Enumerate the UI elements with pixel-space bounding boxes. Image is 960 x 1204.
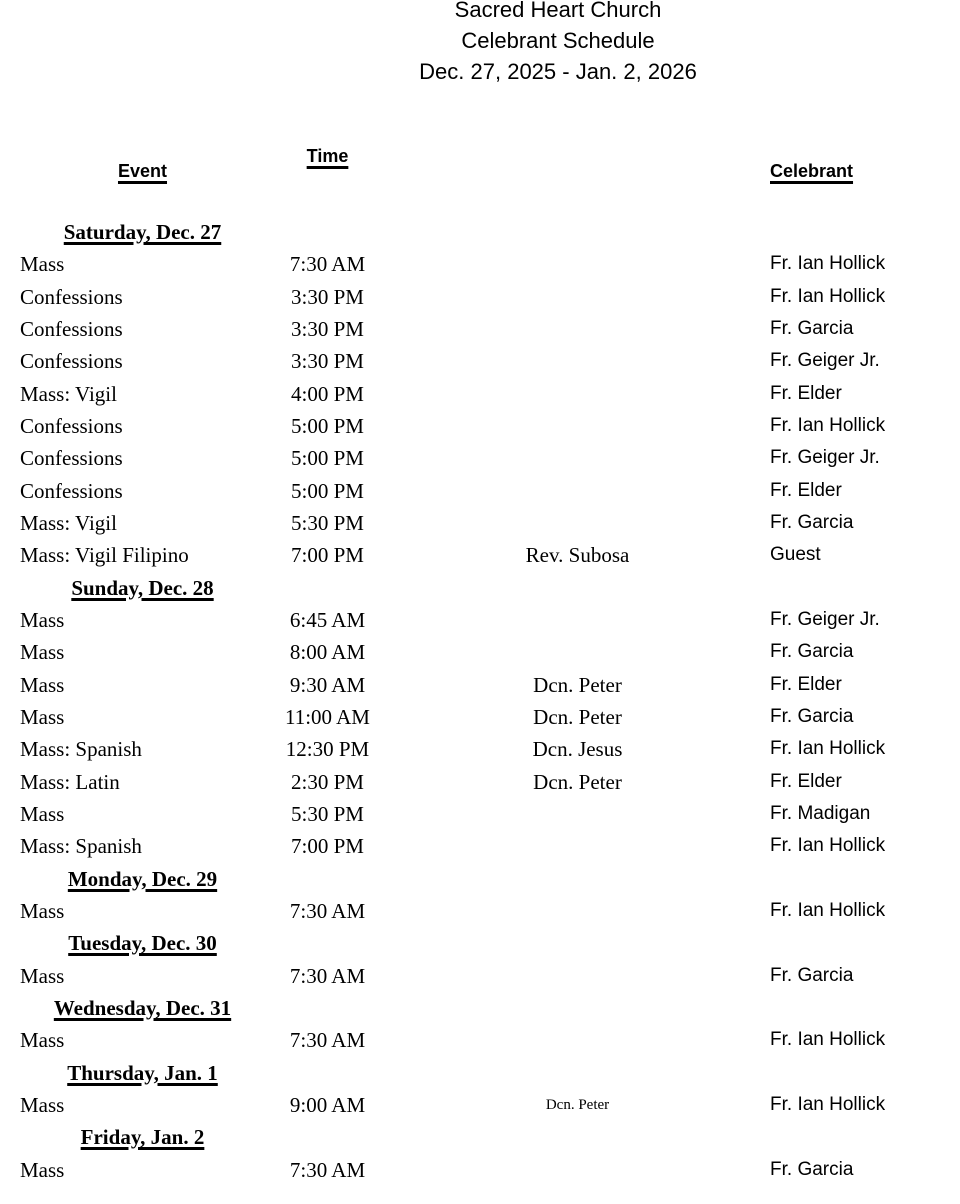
schedule-row <box>20 248 960 280</box>
celebrant-cell: Fr. Ian Hollick <box>770 738 886 760</box>
column-headers <box>20 146 960 182</box>
day-header: Tuesday, Dec. 30 <box>68 931 217 956</box>
time-cell: 5:00 PM <box>291 446 364 471</box>
schedule-row <box>20 830 960 862</box>
day-header-cell <box>20 1121 265 1153</box>
assistant-cell <box>390 442 765 474</box>
event-cell: Mass <box>20 1157 65 1182</box>
day-header-cell <box>20 1057 265 1089</box>
day-section <box>20 863 960 928</box>
schedule-row <box>20 442 960 474</box>
time-cell: 7:30 AM <box>289 963 366 988</box>
day-header-cell <box>20 572 265 604</box>
time-cell: 7:00 PM <box>291 543 364 568</box>
event-cell: Mass: Vigil Filipino <box>20 543 189 568</box>
assistant-cell <box>390 1154 765 1186</box>
time-cell: 11:00 AM <box>285 704 370 729</box>
assistant-cell: Dcn. Peter <box>533 672 622 697</box>
day-section <box>20 927 960 992</box>
schedule-row <box>20 701 960 733</box>
event-cell: Mass <box>20 963 65 988</box>
church-name: Sacred Heart Church <box>454 0 662 22</box>
assistant-cell <box>390 410 765 442</box>
assistant-cell <box>390 507 765 539</box>
schedule-row <box>20 636 960 668</box>
time-cell: 3:30 PM <box>291 349 364 374</box>
assistant-cell <box>390 281 765 313</box>
day-header-cell <box>20 216 265 248</box>
event-cell: Mass <box>20 672 65 697</box>
schedule-row <box>20 766 960 798</box>
day-header: Monday, Dec. 29 <box>67 866 218 891</box>
celebrant-cell: Fr. Elder <box>770 673 842 695</box>
celebrant-cell: Fr. Garcia <box>770 641 854 663</box>
celebrant-cell: Fr. Ian Hollick <box>770 835 886 857</box>
celebrant-cell: Fr. Garcia <box>770 1158 854 1180</box>
schedule-row <box>20 313 960 345</box>
day-header-cell <box>20 927 265 959</box>
event-cell: Mass <box>20 252 65 277</box>
day-section <box>20 572 960 863</box>
celebrant-cell: Fr. Garcia <box>770 511 854 533</box>
event-cell: Confessions <box>20 349 123 374</box>
schedule-row <box>20 507 960 539</box>
document-title-block <box>158 0 958 87</box>
time-cell: 7:00 PM <box>291 834 364 859</box>
event-cell: Mass <box>20 607 65 632</box>
schedule-row <box>20 378 960 410</box>
schedule-row <box>20 475 960 507</box>
schedule-row <box>20 281 960 313</box>
assistant-cell <box>390 798 765 830</box>
day-header-row <box>20 216 960 248</box>
schedule-row <box>20 1089 960 1121</box>
celebrant-cell: Fr. Ian Hollick <box>770 285 886 307</box>
event-cell: Mass: Spanish <box>20 737 142 762</box>
celebrant-cell: Fr. Garcia <box>770 964 854 986</box>
assistant-cell <box>390 636 765 668</box>
time-cell: 9:00 AM <box>289 1092 366 1117</box>
schedule-row <box>20 669 960 701</box>
schedule-row <box>20 798 960 830</box>
document-subtitle: Celebrant Schedule <box>461 28 655 53</box>
celebrant-cell: Fr. Elder <box>770 770 842 792</box>
celebrant-cell: Fr. Geiger Jr. <box>770 608 880 630</box>
celebrant-cell: Fr. Ian Hollick <box>770 1029 886 1051</box>
assistant-cell: Dcn. Peter <box>533 704 622 729</box>
day-header-row <box>20 927 960 959</box>
event-cell: Mass <box>20 1092 65 1117</box>
event-cell: Mass: Latin <box>20 769 120 794</box>
event-cell: Confessions <box>20 284 123 309</box>
time-cell: 3:30 PM <box>291 316 364 341</box>
time-cell: 2:30 PM <box>291 769 364 794</box>
event-cell: Mass <box>20 704 65 729</box>
day-section <box>20 1121 960 1186</box>
time-cell: 7:30 AM <box>289 1028 366 1053</box>
celebrant-cell: Fr. Ian Hollick <box>770 253 886 275</box>
schedule-row <box>20 733 960 765</box>
time-cell: 9:30 AM <box>289 672 366 697</box>
celebrant-cell: Fr. Geiger Jr. <box>770 350 880 372</box>
event-cell: Confessions <box>20 478 123 503</box>
assistant-cell <box>390 378 765 410</box>
assistant-cell: Dcn. Jesus <box>532 737 623 762</box>
day-header: Saturday, Dec. 27 <box>63 220 222 244</box>
schedule-row <box>20 895 960 927</box>
day-header-cell <box>20 863 265 895</box>
event-cell: Confessions <box>20 413 123 438</box>
celebrant-cell: Fr. Ian Hollick <box>770 899 886 921</box>
celebrant-cell: Fr. Ian Hollick <box>770 1093 886 1115</box>
event-cell: Confessions <box>20 316 123 341</box>
celebrant-cell: Fr. Elder <box>770 479 842 501</box>
day-header-row <box>20 1121 960 1153</box>
event-cell: Mass <box>20 640 65 665</box>
column-header-celebrant-label: Celebrant <box>770 161 854 181</box>
column-header-time-label: Time <box>306 146 349 166</box>
day-header-row <box>20 992 960 1024</box>
event-cell: Mass <box>20 898 65 923</box>
time-cell: 5:00 PM <box>291 478 364 503</box>
celebrant-cell: Guest <box>770 544 821 566</box>
time-cell: 12:30 PM <box>285 737 370 762</box>
celebrant-cell: Fr. Ian Hollick <box>770 414 886 436</box>
celebrant-cell: Fr. Garcia <box>770 705 854 727</box>
schedule-row <box>20 1154 960 1186</box>
schedule-table <box>20 216 960 1186</box>
date-range: Dec. 27, 2025 - Jan. 2, 2026 <box>419 59 697 84</box>
event-cell: Mass <box>20 1028 65 1053</box>
schedule-row <box>20 604 960 636</box>
column-header-time <box>265 146 390 182</box>
event-cell: Mass <box>20 801 65 826</box>
assistant-cell: Dcn. Peter <box>545 1096 610 1113</box>
column-header-event <box>20 160 265 182</box>
time-cell: 7:30 AM <box>289 252 366 277</box>
schedule-row <box>20 960 960 992</box>
time-cell: 5:00 PM <box>291 413 364 438</box>
event-cell: Mass: Vigil <box>20 510 117 535</box>
assistant-cell <box>390 1024 765 1056</box>
day-header-row <box>20 863 960 895</box>
day-header-cell <box>20 992 265 1024</box>
column-header-event-label: Event <box>117 161 168 181</box>
assistant-cell <box>390 475 765 507</box>
day-section <box>20 992 960 1057</box>
day-header-row <box>20 572 960 604</box>
schedule-row <box>20 410 960 442</box>
assistant-cell <box>390 960 765 992</box>
event-cell: Mass: Vigil <box>20 381 117 406</box>
assistant-cell <box>390 313 765 345</box>
celebrant-cell: Fr. Madigan <box>770 802 871 824</box>
schedule-row <box>20 345 960 377</box>
column-header-celebrant <box>765 160 960 182</box>
time-cell: 3:30 PM <box>291 284 364 309</box>
assistant-cell <box>390 604 765 636</box>
time-cell: 7:30 AM <box>289 1157 366 1182</box>
time-cell: 5:30 PM <box>291 510 364 535</box>
time-cell: 4:00 PM <box>291 381 364 406</box>
day-section <box>20 216 960 572</box>
column-header-assistant-empty <box>390 160 765 182</box>
assistant-cell <box>390 895 765 927</box>
celebrant-cell: Fr. Geiger Jr. <box>770 447 880 469</box>
day-section <box>20 1057 960 1122</box>
day-header: Thursday, Jan. 1 <box>67 1060 218 1085</box>
time-cell: 6:45 AM <box>289 607 366 632</box>
day-header-row <box>20 1057 960 1089</box>
time-cell: 5:30 PM <box>291 801 364 826</box>
assistant-cell <box>390 830 765 862</box>
day-header: Friday, Jan. 2 <box>80 1125 205 1150</box>
schedule-row <box>20 1024 960 1056</box>
assistant-cell: Rev. Subosa <box>525 543 630 568</box>
schedule-row <box>20 539 960 571</box>
time-cell: 8:00 AM <box>289 640 366 665</box>
event-cell: Mass: Spanish <box>20 834 142 859</box>
assistant-cell: Dcn. Peter <box>533 769 622 794</box>
celebrant-cell: Fr. Garcia <box>770 317 854 339</box>
celebrant-cell: Fr. Elder <box>770 382 842 404</box>
day-header: Wednesday, Dec. 31 <box>53 995 232 1020</box>
assistant-cell <box>390 345 765 377</box>
day-header: Sunday, Dec. 28 <box>71 575 214 600</box>
assistant-cell <box>390 248 765 280</box>
event-cell: Confessions <box>20 446 123 471</box>
time-cell: 7:30 AM <box>289 898 366 923</box>
